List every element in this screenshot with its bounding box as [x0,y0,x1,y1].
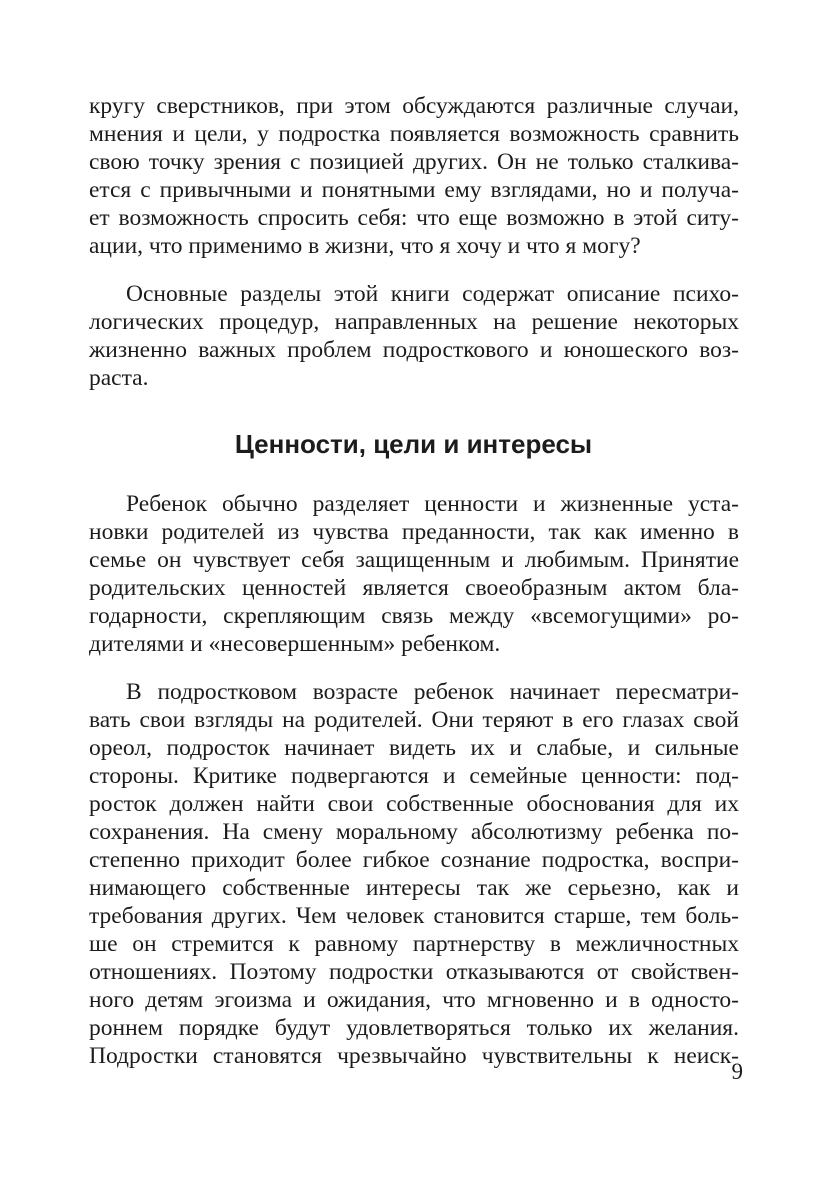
paragraph-4-line: требования других. Чем человек становится старше, тем боль- [89,903,739,929]
page-number: 9 [731,1059,743,1084]
paragraph-4-line: роннем порядке будут удовлетворяться только их желания. [89,1015,739,1041]
paragraph-1-line: мнения и цели, у подростка появляется возможность сравнить [89,121,739,147]
paragraph-3-line: новки родителей из чувства преданности, так как именно в [89,519,739,545]
paragraph-2-line: раста. [89,365,149,391]
paragraph-2-line: жизненно важных проблем подросткового и юношеского воз- [89,337,739,363]
paragraph-4-line: отношениях. Поэтому подростки отказываются от свойствен- [89,959,739,985]
paragraph-1-line: ется с привычными и понятными ему взглядами, но и получа- [89,177,739,203]
paragraph-4-line: росток должен найти свои собственные обоснования для их [89,791,739,817]
paragraph-3-line: годарности, скрепляющим связь между «всемогущими» ро- [89,603,739,629]
paragraph-2-line: Основные разделы этой книги содержат описание психо- [126,281,739,307]
paragraph-4-line: стороны. Критике подвергаются и семейные ценности: под- [89,763,739,789]
paragraph-3-line: семье он чувствует себя защищенным и любимым. Принятие [89,547,739,573]
paragraph-3-line: дителями и «несовершенным» ребенком. [89,631,501,657]
paragraph-3-line: Ребенок обычно разделяет ценности и жизненные уста- [126,491,739,517]
paragraph-4-line: В подростковом возрасте ребенок начинает пересматри- [126,679,739,705]
paragraph-4-line: ше он стремится к равному партнерству в межличностных [89,931,739,957]
paragraph-4-line: вать свои взгляды на родителей. Они теряют в его глазах свой [89,707,739,733]
paragraph-3-line: родительских ценностей является своеобразным актом бла- [89,575,739,601]
section-heading: Ценности, цели и интересы [234,429,593,459]
paragraph-1-line: ации, что применимо в жизни, что я хочу и что я могу? [89,233,641,259]
paragraph-4-line: степенно приходит более гибкое сознание подростка, воспри- [89,847,739,873]
paragraph-2-line: логических процедур, направленных на решение некоторых [89,309,739,335]
paragraph-1-line: ет возможность спросить себя: что еще возможно в этой ситу- [89,205,739,231]
paragraph-4-line: Подростки становятся чрезвычайно чувствительны к неиск- [89,1043,739,1069]
paragraph-4-line: нимающего собственные интересы так же серьезно, как и [89,875,739,901]
paragraph-4-line: сохранения. На смену моральному абсолютизму ребенка по- [89,819,739,845]
paragraph-4-line: ореол, подросток начинает видеть их и слабые, и сильные [89,735,739,761]
paragraph-1-line: кругу сверстников, при этом обсуждаются различные случаи, [89,93,739,119]
paragraph-4-line: ного детям эгоизма и ожидания, что мгновенно и в односто- [89,987,739,1013]
paragraph-1-line: свою точку зрения с позицией других. Он не только сталкива- [89,149,739,175]
